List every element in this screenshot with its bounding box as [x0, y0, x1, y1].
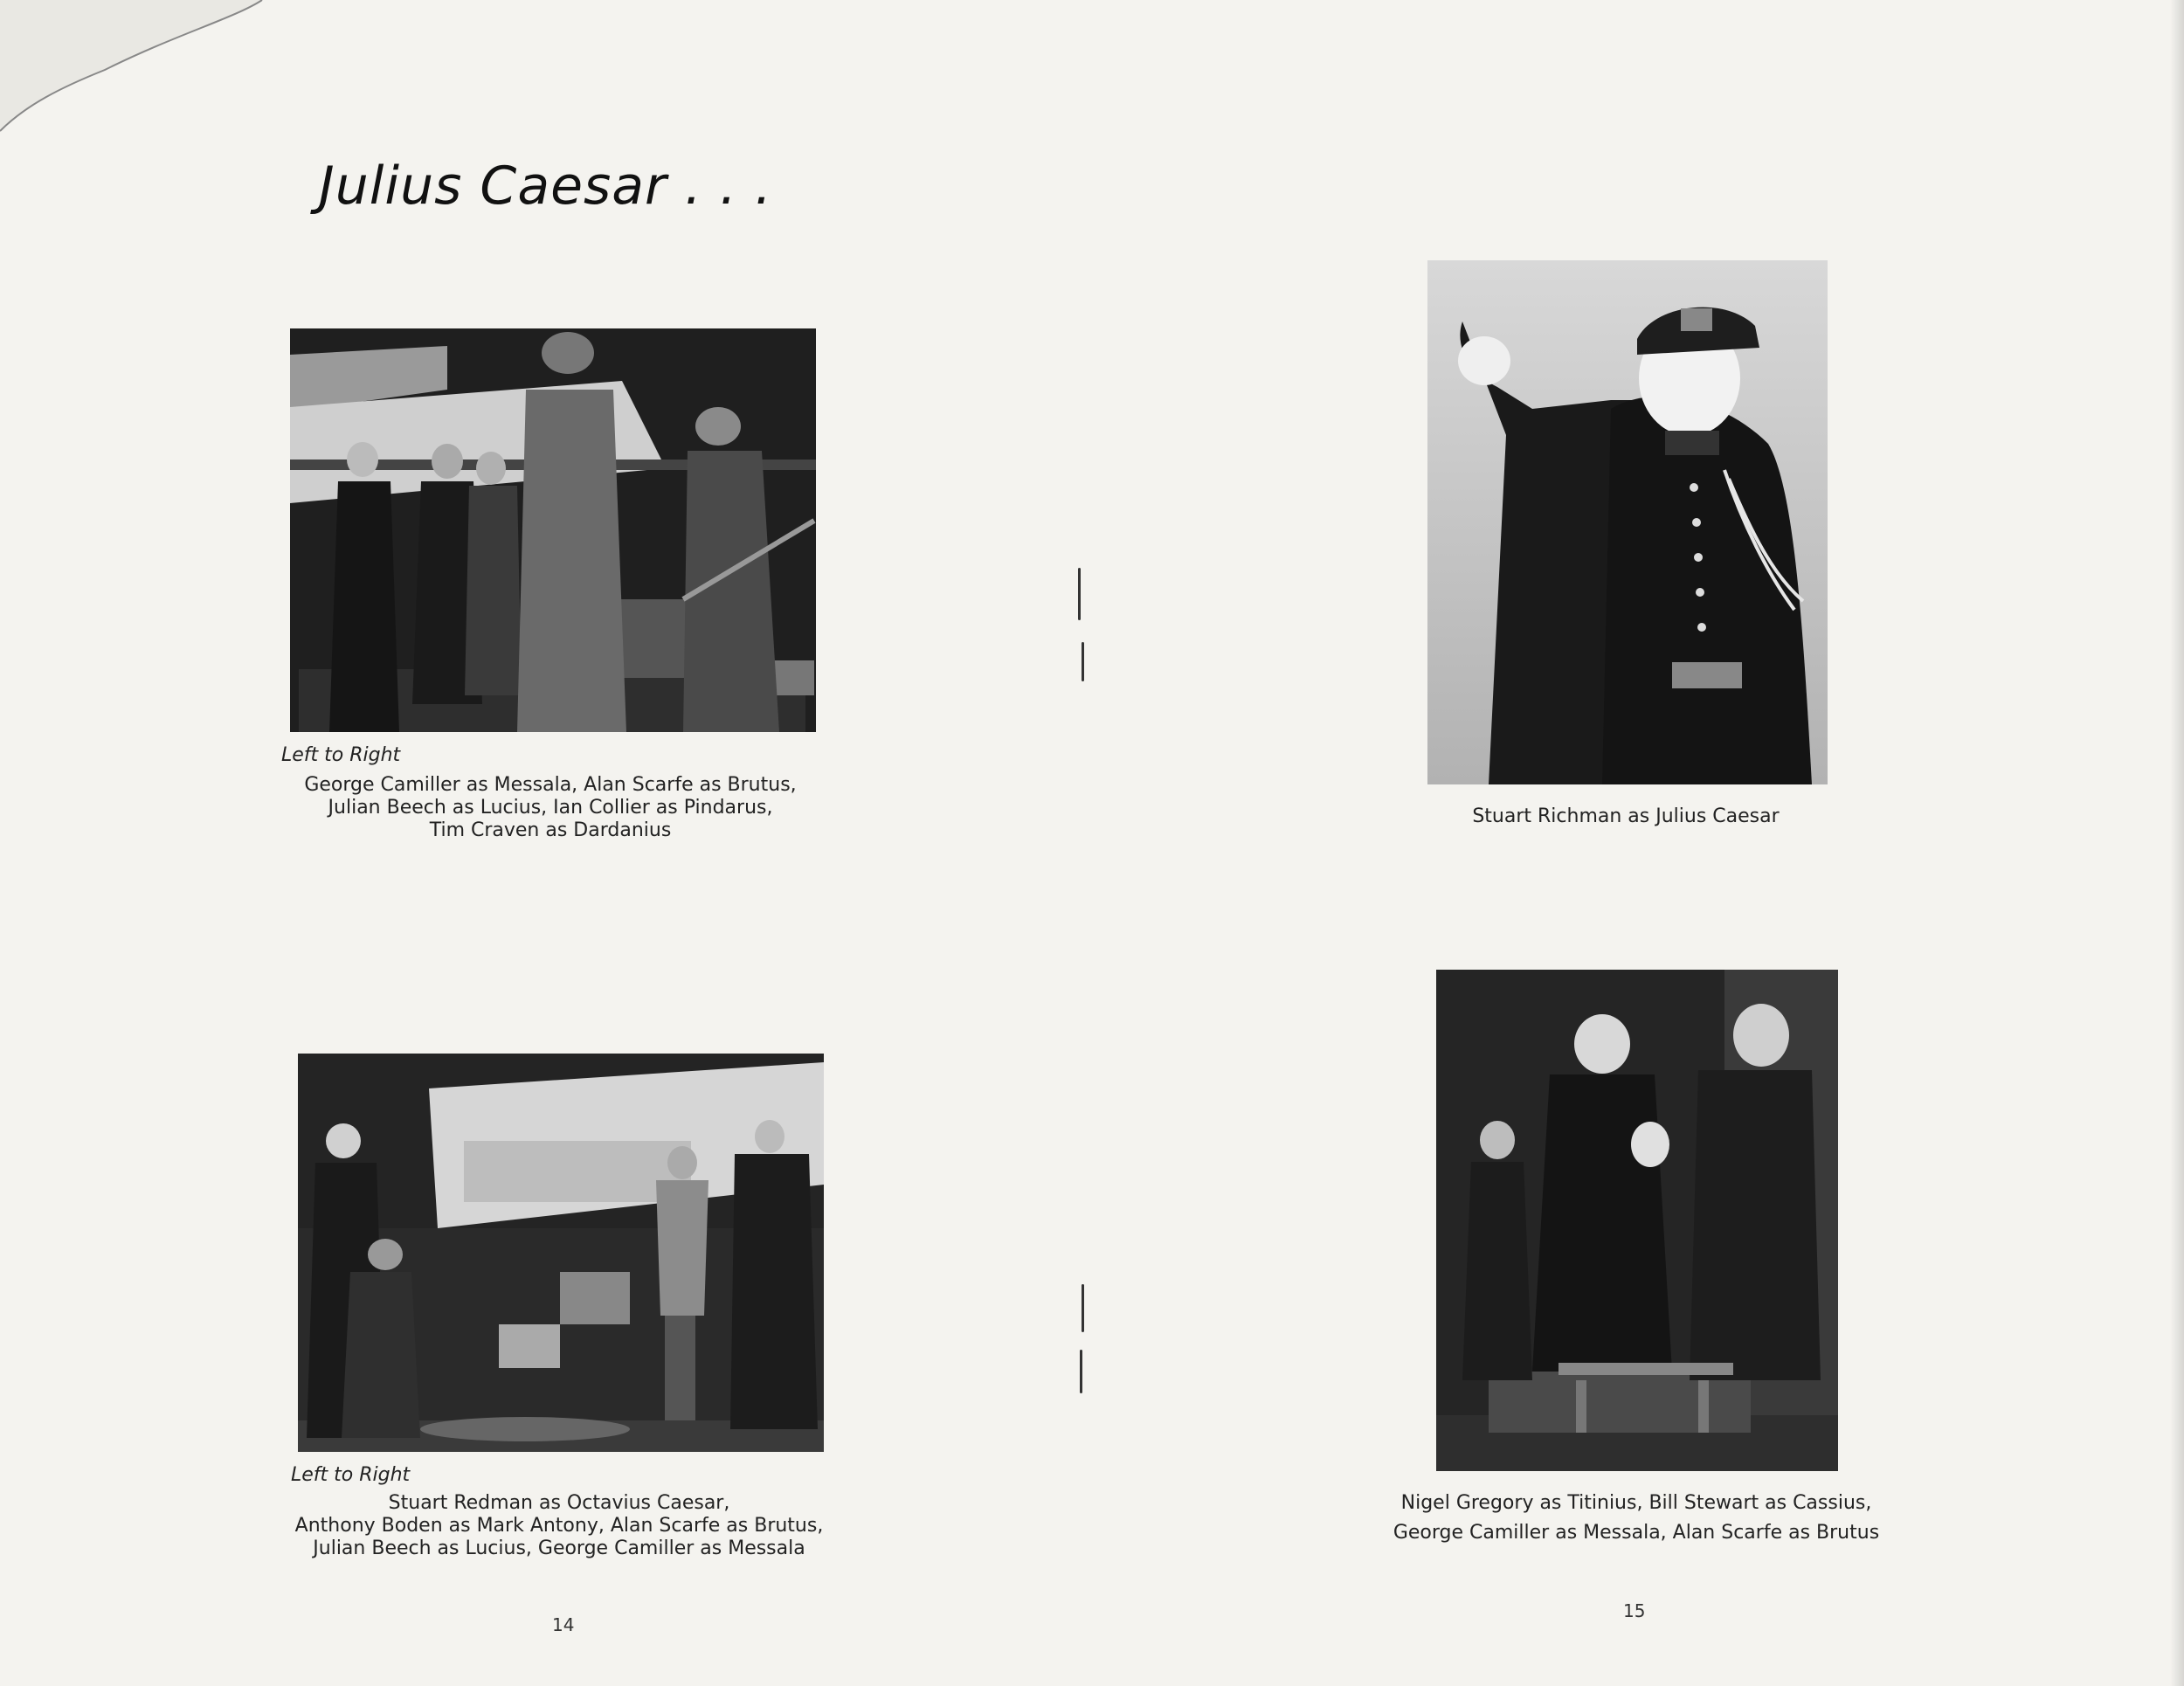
caption-line: Stuart Redman as Octavius Caesar, [388, 1492, 730, 1514]
caption-line: Julian Beech as Lucius, Ian Collier as Pindarus, [328, 797, 773, 819]
caption-line: George Camiller as Messala, Alan Scarfe as Brutus [1393, 1522, 1880, 1544]
page-number: 14 [552, 1614, 575, 1635]
page-edge-shadow [2170, 0, 2184, 1686]
page-number: 15 [1623, 1600, 1646, 1621]
caption-line: George Camiller as Messala, Alan Scarfe as Brutus, [304, 774, 797, 796]
caption-lead: Left to Right [291, 1464, 411, 1486]
page-title: Julius Caesar . . . [319, 155, 773, 217]
caption-lead: Left to Right [281, 744, 401, 766]
folded-corner [0, 0, 280, 149]
stage-photo-2 [298, 1054, 824, 1452]
gutter-mark [1082, 642, 1084, 681]
stage-photo-3 [1427, 260, 1828, 784]
caption-line: Stuart Richman as Julius Caesar [1472, 805, 1780, 827]
caption-line: Anthony Boden as Mark Antony, Alan Scarfe as Brutus, [294, 1515, 824, 1537]
caption-line: Nigel Gregory as Titinius, Bill Stewart as Cassius, [1400, 1492, 1872, 1514]
gutter-mark [1082, 1284, 1084, 1332]
caption-line: Julian Beech as Lucius, George Camiller as Messala [313, 1537, 805, 1559]
caption-line: Tim Craven as Dardanius [429, 819, 672, 841]
gutter-mark [1078, 568, 1081, 620]
stage-photo-4 [1436, 970, 1838, 1471]
stage-photo-1 [290, 328, 816, 732]
gutter-mark [1080, 1350, 1082, 1393]
